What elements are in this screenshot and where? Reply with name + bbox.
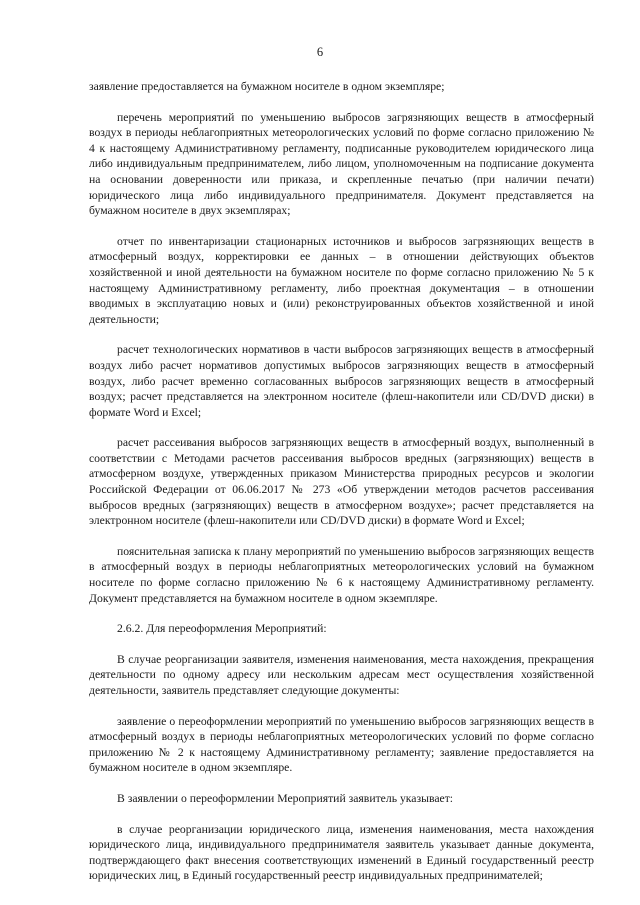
paragraph-application-paper: заявление предоставляется на бумажном носителе в одном экземпляре; [89,80,445,93]
section-heading-2-6-2: 2.6.2. Для переоформления Мероприятий: [117,622,327,636]
document-body [89,79,594,899]
paragraph-technological-standards: расчет технологических нормативов в части выбросов загрязняющих веществ в атмосферный воздух либо расчет нормативов допустимых выбросов загрязняющих веществ в атмосферный воздух, либо расчет временно согласованных выбросов загрязняющих веществ в атмосферный воздух; расчет представляется на электронном носителе (флеш-накопители или CD/DVD диски) в формате Word и Excel; [89,343,594,419]
paragraph-reissue-application: заявление о переоформлении мероприятий по уменьшению выбросов загрязняющих веществ в атмосферный воздух в периоды неблагоприятных метеорологических условий по форме согласно приложению № 2 к настоящему Административному регламенту; заявление предоставляется на бумажном носителе в одном экземпляре. [89,714,594,775]
paragraph-reorganization-case: В случае реорганизации заявителя, изменения наименования, места нахождения, прекращения деятельности по одному адресу или нескольким адресам мест осуществления хозяйственной деятельности, заявитель представляет следующие документы: [89,652,594,697]
paragraph-explanatory-note: пояснительная записка к плану мероприятий по уменьшению выбросов загрязняющих веществ в атмосферный воздух в периоды неблагоприятных метеорологических условий на бумажном носителе по форме согласно приложению № 6 к настоящему Административному регламенту. Документ представляется на бумажном носителе в одном экземпляре. [89,544,594,605]
page-number: 6 [316,45,324,59]
paragraph-legal-entity-changes: в случае реорганизации юридического лица, изменения наименования, места нахождения юридического лица, индивидуального предпринимателя заявитель указывает данные документа, подтверждающего факт внесения соответствующих изменений в Единый государственный реестр юридических лиц, в Единый государственный реестр индивидуальных предпринимателей; [89,822,594,883]
paragraph-applicant-indicates: В заявлении о переоформлении Мероприятий заявитель указывает: [117,791,454,805]
paragraph-measures-list: перечень мероприятий по уменьшению выбросов загрязняющих веществ в атмосферный воздух в периоды неблагоприятных метеорологических условий по форме согласно приложению № 4 к настоящему Административному регламенту, подписанные руководителем юридического лица либо индивидуальным предпринимателем, либо лицом, уполномоченным на подписание документа на основании доверенности или приказа, и скрепленные печатью (при наличии печати) юридического лица либо индивидуального предпринимателя. Документ представляется на бумажном носителе в двух экземплярах; [89,110,594,218]
paragraph-dispersion-calculation: расчет рассеивания выбросов загрязняющих веществ в атмосферный воздух, выполненный в соответствии с Методами расчетов рассеивания выбросов вредных (загрязняющих) веществ в атмосферном воздухе, утвержденных приказом Министерства природных ресурсов и экологии Российской Федерации от 06.06.2017 № 273 «Об утверждении методов расчетов рассеивания выбросов вредных (загрязняющих) веществ в атмосферном воздухе»; расчет представляется на электронном носителе (флеш-накопители или CD/DVD диски) в формате Word и Excel; [89,436,594,528]
paragraph-inventory-report: отчет по инвентаризации стационарных источников и выбросов загрязняющих веществ в атмосферный воздух, корректировки ее данных – в отношении действующих объектов хозяйственной и иной деятельности на бумажном носителе по форме согласно приложению № 5 к настоящему Административному регламенту, либо проектная документация – в отношении вводимых в эксплуатацию новых и (или) реконструированных объектов хозяйственной и иной деятельности; [89,234,594,326]
